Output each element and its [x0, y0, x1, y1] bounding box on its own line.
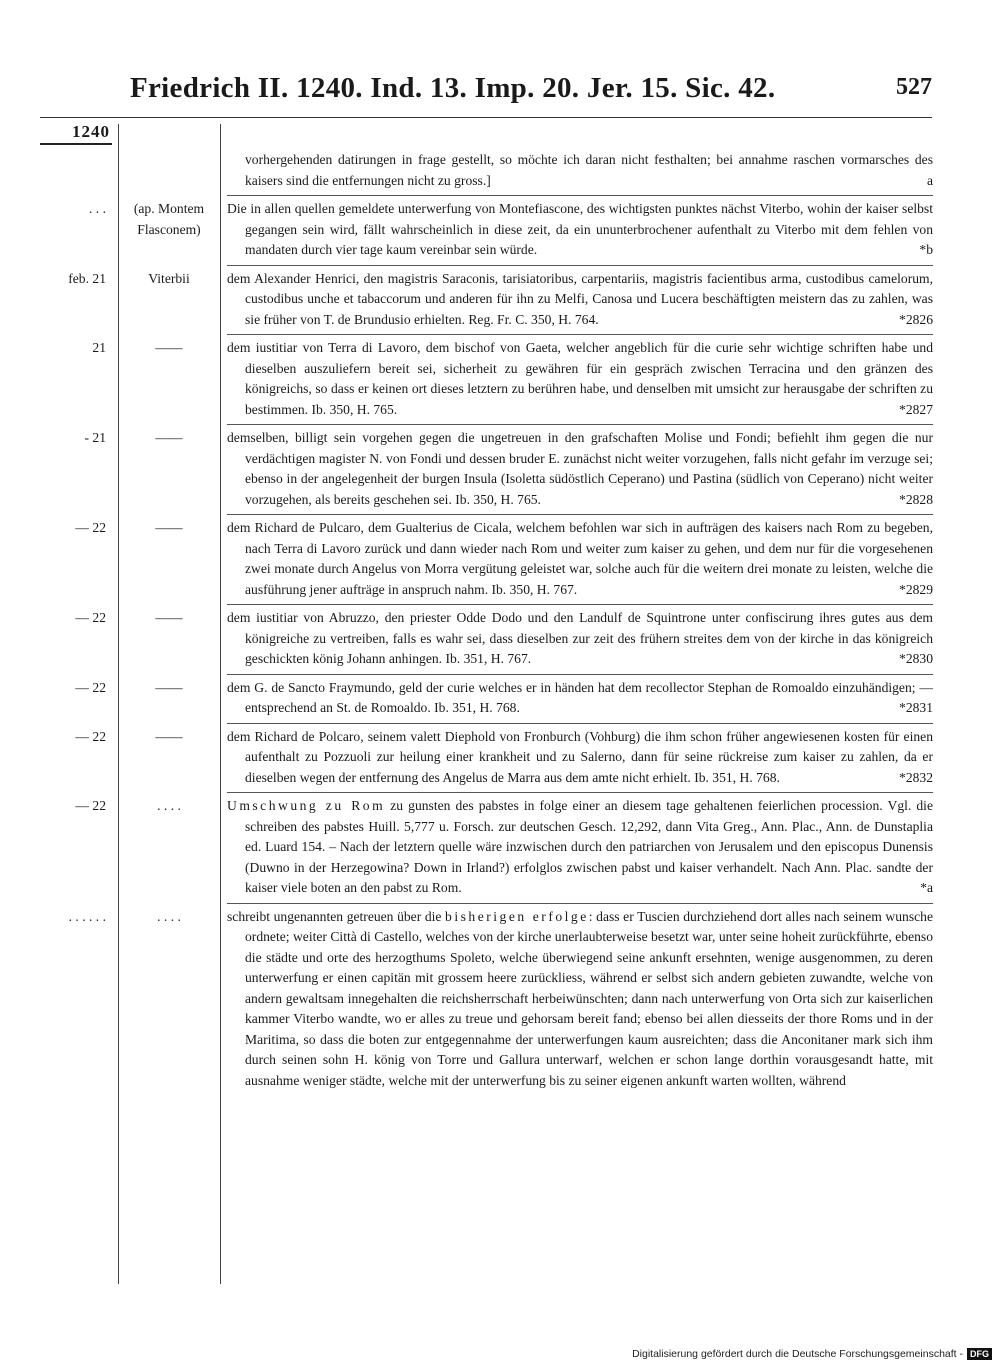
dfg-logo: DFG [967, 1348, 992, 1360]
entry-emphasis-spaced: bisherigen erfolge [445, 908, 589, 924]
entry-separator [227, 424, 933, 425]
regest-entry [0, 727, 1000, 789]
entry-date: — 22 [75, 610, 106, 625]
entry-text [227, 608, 933, 670]
entry-place: —— [155, 610, 183, 625]
entry-text [227, 727, 933, 789]
entry-text [227, 199, 933, 261]
page-number: 527 [896, 74, 932, 100]
entry-date: 21 [92, 340, 106, 355]
entry-date: - 21 [84, 430, 106, 445]
entry-place: —— [155, 679, 183, 695]
entry-place: . . . . [157, 908, 181, 924]
entry-separator [227, 334, 933, 335]
entry-number: *2830 [899, 651, 933, 666]
entry-body: dem Alexander Henrici, den magistris Saraconis, tarisiatoribus, carpentariis, magistris facientibus arma, custodibus camelorum, custodibus unche et tabaccorum und anderen für ihn zu Melfi, Canosa und Lucera beschäftigten meistern das zu zahlen, was sie früher von T. de Brundusio erhielten. Reg. Fr. C. 350, H. 764. [227, 270, 933, 327]
entry-date: — 22 [75, 728, 106, 744]
regest-entry [0, 907, 1000, 1092]
entry-body: dem G. de Sancto Fraymundo, geld der curie welches er in händen hat dem recollector Stephan de Romoaldo einzuhändigen; — entsprechend an St. de Romoaldo. Ib. 351, H. 768. [227, 679, 933, 715]
regest-entry [0, 796, 1000, 899]
year-label: 1240 [72, 122, 110, 141]
regest-entry [0, 150, 1000, 191]
digitization-credit [632, 1348, 992, 1360]
entry-place: —— [155, 340, 183, 355]
entry-place: —— [155, 520, 183, 535]
entry-number: *2832 [899, 769, 933, 785]
entry-separator [227, 792, 933, 793]
entry-place: —— [155, 728, 183, 744]
entry-body: demselben, billigt sein vorgehen gegen die ungetreuen in den grafschaften Molise und Fondi; befiehlt ihm gegen die nur verdächtigen magister N. von Fondi und dessen bruder E. zunächst nicht weiter vorzugehen, falls nicht gefahr im verzuge sei; ebenso in der angelegenheit der burgen Insula (Isoletta südöstlich Ceperano) und Pastina (südlich von Ceperano) nicht weiter vorzugehen, als bereits geschehen sei. Ib. 350, H. 765. [227, 430, 933, 507]
entry-date: — 22 [75, 798, 106, 813]
entry-separator [227, 514, 933, 515]
entry-body: dem Richard de Pulcaro, dem Gualterius de Cicala, welchem befohlen war sich in aufträgen des kaisers nach Rom zu begeben, nach Terra di Lavoro zurück und dann wieder nach Rom und weiter zum kaiser zu gehen, und dem nur für die vorgesehenen zwei monate durch Angelus von Morra vergütung geleistet war, solche auch für die weitern drei monate zu leisten, welche die ausführung jener aufträge in anspruch nahm. Ib. 350, H. 767. [227, 520, 933, 597]
entry-number: *2829 [899, 581, 933, 597]
regest-entry [0, 518, 1000, 600]
entry-body: Die in allen quellen gemeldete unterwerfung von Montefiascone, des wichtigsten punktes nächst Viterbo, wohin der kaiser selbst gegangen sein wird, fällt wahrscheinlich in diese zeit, da ein ununterbrochener aufenthalt zu Viterbo mit dem fehlen von mandaten durch vier tage kaum vereinbar sein würde. [227, 201, 933, 257]
regest-entry [0, 678, 1000, 719]
entry-number: a [926, 172, 933, 188]
entry-place: . . . . [157, 798, 181, 813]
entry-text [227, 150, 933, 191]
entry-separator [227, 903, 933, 904]
header-rule [40, 117, 932, 118]
entry-separator [227, 723, 933, 724]
entry-number: *2831 [899, 700, 933, 715]
entry-text [227, 338, 933, 420]
regest-entry [0, 428, 1000, 510]
running-title: Friedrich II. 1240. Ind. 13. Imp. 20. Jer. 15. Sic. 42. [130, 72, 776, 104]
footer-text: Digitalisierung gefördert durch die Deutsche Forschungsgemeinschaft - [632, 1347, 963, 1360]
entry-separator [227, 604, 933, 605]
entry-separator [227, 674, 933, 675]
entry-date: . . . . . . [68, 908, 106, 924]
entry-date: feb. 21 [68, 270, 106, 286]
entry-body: zu gunsten des pabstes in folge einer an diesem tage gehaltenen feierlichen procession. Vgl. die schreiben des pabstes Huill. 5,777 u. Forsch. zur deutschen Gesch. 12,292, dann Vita Greg., Ann. Plac., Ann. de Dunstaplia ed. Luard 154. – Nach der letztern quelle wäre inzwischen durch den patriarchen von Jerusalem und den episcopus Dunensis (Duwno in der Herzegowina? Down in Irland?) erfolglos zwischen pabst und kaiser verhandelt. Nach Ann. Plac. sandte der kaiser viele boten an den pabst zu Rom. [245, 798, 933, 895]
entry-text [227, 518, 933, 600]
entry-number: *b [919, 242, 933, 257]
entry-place: Viterbii [148, 270, 190, 286]
entry-separator [227, 195, 933, 196]
entry-body: dem Richard de Polcaro, seinem valett Diephold von Fronburch (Vohburg) die ihm schon früher angewiesenen kosten für einen aufenthalt zu Pozzuoli zur heilung einer krankheit und zu Salerno, dann für seine rückreise zum kaiser zu zahlen, da er dieselben wegen der entfernung des Angelus de Marra aus dem amte nicht erhielt. Ib. 351, H. 768. [227, 728, 933, 785]
entry-pre-text: schreibt ungenannten getreuen über die [227, 908, 446, 924]
entry-number: *2827 [899, 401, 933, 417]
regest-entry [0, 199, 1000, 261]
regest-entry [0, 608, 1000, 670]
entry-place: (ap. Montem Flasconem) [133, 201, 205, 237]
regest-entry [0, 269, 1000, 331]
entry-separator [227, 265, 933, 266]
entry-number: *2828 [899, 491, 933, 507]
entry-place: —— [155, 430, 183, 445]
page-header [0, 72, 1000, 112]
entry-text [227, 678, 933, 719]
entry-date: . . . [89, 201, 106, 216]
year-rule [40, 143, 112, 145]
entry-body: vorhergehenden datirungen in frage gestellt, so möchte ich daran nicht festhalten; bei annahme raschen vormarsches des kaisers sind die entfernungen nicht zu gross.] [245, 152, 933, 188]
entry-text [227, 269, 933, 331]
entry-body: : dass er Tuscien durchziehend dort alles nach seinem wunsche ordnete; weiter Città di Castello, welches von der kirche unerlaubterweise besetzt war, unter seine hoheit zurückführte, ebenso die städte und orte des herzogthums Spoleto, welche überwiegend seine ankunft ersehnten, wenige ausgenommen, zu deren unterwerfung er einen capitän mit grossem heere zurückliess, während er selbst sich andern gebieten zuwandte, welche von andern gewaltsam innegehalten die reichsherrschaft herbeiwünschten; dann nach unterwerfung von Orta sich zur kaiserlichen kammer Viterbo wandte, wo er alles zu treue und gehorsam bereit fand; ebenso bei allen diesseits der thore Roms und in der Maritima, so dass die boten zur entgegennahme der unterwerfungen kaum ausreichten; dass die Anconitaner mark sich ihm durch seinen sohn H. könig von Torre und Gallura unterwarf, welchen er schon lange dorthin vorausgesandt hatte, mit ausnahme weniger städte, welche mit der unterwerfung bis zu seiner eigenen ankunft warten wollten, während [245, 908, 933, 1088]
regest-entry [0, 338, 1000, 420]
entry-text [227, 428, 933, 510]
entry-date: — 22 [75, 679, 106, 695]
entry-date: — 22 [75, 520, 106, 535]
entry-number: *a [920, 880, 933, 895]
entry-number: *2826 [899, 311, 933, 327]
entry-body: dem iustitiar von Abruzzo, den priester Odde Dodo und den Landulf de Squintrone unter confiscirung ihres gutes aus dem königreiche zu vertreiben, falls es wahr sei, dass dieselben zur zeit des frühern streites dem von der kirche in das königreich geschickten könig Johann anhingen. Ib. 351, H. 767. [227, 610, 933, 666]
entry-text [227, 796, 933, 899]
regest-entries [0, 150, 1000, 1091]
entry-text [227, 907, 933, 1092]
entry-lead-spaced: Umschwung zu Rom [227, 798, 386, 813]
entry-body: dem iustitiar von Terra di Lavoro, dem bischof von Gaeta, welcher angeblich für die curie sehr wichtige schriften habe und dieselben auszuliefern bereit sei, sicherheit zu gewähren für ein gespräch zwischen Terracina und den gränzen des königreichs, so dass er keinen ort dieses letztern zu berühren habe, und denselben mit umsicht zur herausgabe der schriften zu bestimmen. Ib. 350, H. 765. [227, 340, 933, 417]
